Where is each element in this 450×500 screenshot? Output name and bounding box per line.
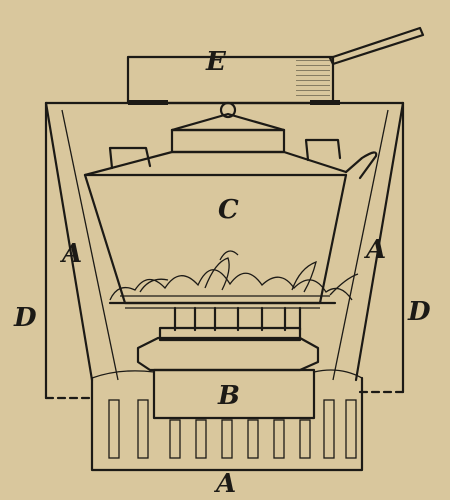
label-e: E [206, 47, 226, 77]
label-a-right: A [366, 235, 387, 265]
label-a-base: A [216, 469, 237, 499]
label-d-left: D [14, 303, 37, 333]
label-a-left: A [62, 239, 83, 269]
label-b: B [218, 381, 240, 411]
burner-tubes [175, 308, 300, 330]
label-c: C [218, 195, 239, 225]
flames [110, 251, 358, 300]
label-d-right: D [408, 297, 431, 327]
side-panels [46, 103, 403, 398]
pan-e [128, 28, 423, 105]
burner-plate [110, 303, 335, 330]
